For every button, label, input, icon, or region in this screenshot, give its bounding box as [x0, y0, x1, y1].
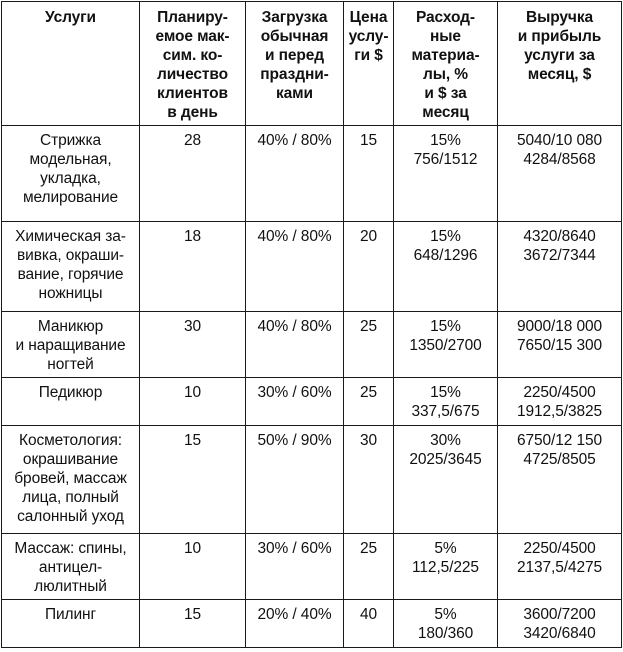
revenue-cell: 5040/10 080 4284/8568 — [498, 126, 622, 222]
table-row — [2, 312, 622, 378]
service-cell: Массаж: спины, антицел- люлитный — [2, 534, 140, 600]
load-cell: 40% / 80% — [246, 312, 344, 378]
materials-cell: 5% 180/360 — [394, 600, 498, 648]
header-price: Цена услу- ги $ — [344, 2, 394, 126]
service-cell: Пилинг — [2, 600, 140, 648]
header-services: Услуги — [2, 2, 140, 126]
price-cell: 25 — [344, 534, 394, 600]
materials-cell: 5% 112,5/225 — [394, 534, 498, 600]
service-cell: Маникюр и наращивание ногтей — [2, 312, 140, 378]
revenue-cell: 3600/7200 3420/6840 — [498, 600, 622, 648]
price-cell: 20 — [344, 222, 394, 312]
service-cell: Химическая за- вивка, окраши- вание, горячие ножницы — [2, 222, 140, 312]
header-clients: Планиру- емое мак- сим. ко- личество клиентов в день — [140, 2, 246, 126]
table-row — [2, 126, 622, 222]
materials-cell: 15% 337,5/675 — [394, 378, 498, 426]
service-cell: Стрижка модельная, укладка, мелирование — [2, 126, 140, 222]
service-cell: Косметология: окрашивание бровей, массаж лица, полный салонный уход — [2, 426, 140, 534]
price-cell: 25 — [344, 312, 394, 378]
load-cell: 40% / 80% — [246, 126, 344, 222]
services-table — [1, 1, 622, 648]
materials-cell: 15% 648/1296 — [394, 222, 498, 312]
header-row — [2, 2, 622, 126]
price-cell: 40 — [344, 600, 394, 648]
table-row — [2, 534, 622, 600]
clients-cell: 15 — [140, 426, 246, 534]
price-cell: 30 — [344, 426, 394, 534]
header-revenue: Выручка и прибыль услуги за месяц, $ — [498, 2, 622, 126]
clients-cell: 18 — [140, 222, 246, 312]
load-cell: 20% / 40% — [246, 600, 344, 648]
service-cell: Педикюр — [2, 378, 140, 426]
revenue-cell: 6750/12 150 4725/8505 — [498, 426, 622, 534]
load-cell: 30% / 60% — [246, 378, 344, 426]
load-cell: 40% / 80% — [246, 222, 344, 312]
clients-cell: 30 — [140, 312, 246, 378]
clients-cell: 10 — [140, 378, 246, 426]
table-row — [2, 426, 622, 534]
revenue-cell: 2250/4500 1912,5/3825 — [498, 378, 622, 426]
materials-cell: 30% 2025/3645 — [394, 426, 498, 534]
clients-cell: 28 — [140, 126, 246, 222]
revenue-cell: 4320/8640 3672/7344 — [498, 222, 622, 312]
header-load: Загрузка обычная и перед праздни- ками — [246, 2, 344, 126]
clients-cell: 10 — [140, 534, 246, 600]
table-row — [2, 378, 622, 426]
load-cell: 50% / 90% — [246, 426, 344, 534]
revenue-cell: 2250/4500 2137,5/4275 — [498, 534, 622, 600]
price-cell: 25 — [344, 378, 394, 426]
load-cell: 30% / 60% — [246, 534, 344, 600]
materials-cell: 15% 1350/2700 — [394, 312, 498, 378]
table-row — [2, 600, 622, 648]
materials-cell: 15% 756/1512 — [394, 126, 498, 222]
clients-cell: 15 — [140, 600, 246, 648]
revenue-cell: 9000/18 000 7650/15 300 — [498, 312, 622, 378]
table-row — [2, 222, 622, 312]
price-cell: 15 — [344, 126, 394, 222]
header-materials: Расход- ные материа- лы, % и $ за месяц — [394, 2, 498, 126]
